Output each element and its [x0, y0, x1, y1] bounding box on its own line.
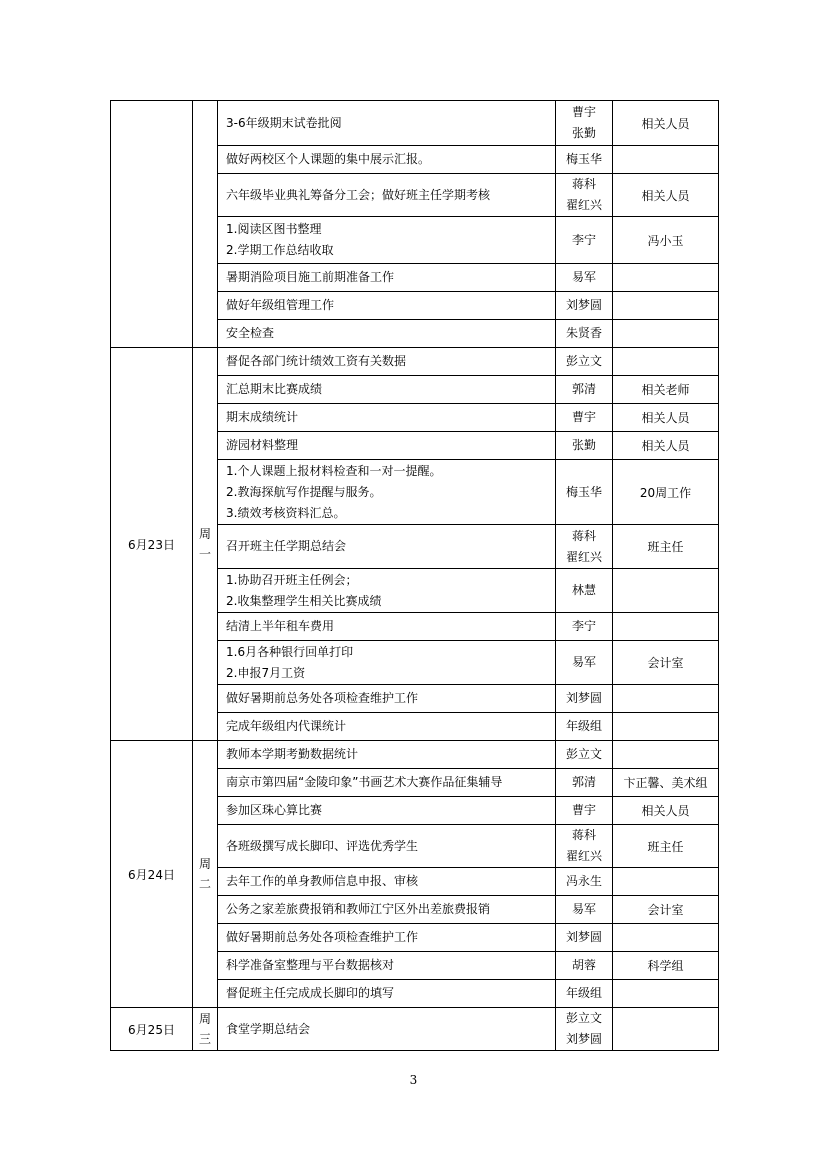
- cooperator-cell: 相关人员: [613, 797, 719, 825]
- person-name: 蒋科: [571, 828, 596, 842]
- person-name: 翟红兴: [565, 849, 602, 863]
- cooperator-cell: [613, 264, 719, 292]
- person-cell: [556, 217, 613, 264]
- task-cell: [218, 868, 556, 896]
- task-line: 安全检查: [226, 326, 275, 340]
- table-row: [111, 741, 719, 769]
- person-name: 年级组: [565, 986, 602, 1000]
- person-name: 李宁: [571, 619, 596, 633]
- task-cell: [218, 460, 556, 525]
- weekday-char: 周: [198, 1012, 211, 1026]
- task-cell: [218, 264, 556, 292]
- person-cell: [556, 432, 613, 460]
- task-line: 科学准备室整理与平台数据核对: [226, 958, 395, 972]
- cooperator-cell: [613, 980, 719, 1008]
- weekday-char: 三: [198, 1032, 211, 1046]
- person-name: 刘梦圆: [565, 298, 602, 312]
- task-cell: [218, 1008, 556, 1051]
- person-name: 李宁: [571, 232, 596, 247]
- person-name: 易军: [571, 655, 596, 669]
- task-cell: [218, 713, 556, 741]
- cooperator-cell: 相关人员: [613, 101, 719, 146]
- person-cell: [556, 641, 613, 685]
- task-line: 1.6月各种银行回单打印: [226, 644, 354, 659]
- task-cell: [218, 569, 556, 613]
- cooperator-cell: 卞正馨、美术组: [613, 769, 719, 797]
- person-cell: [556, 1008, 613, 1051]
- task-line: 3.绩效考核资料汇总。: [226, 505, 346, 520]
- task-line: 3-6年级期末试卷批阅: [226, 115, 342, 130]
- cooperator-cell: [613, 569, 719, 613]
- task-cell: [218, 404, 556, 432]
- cooperator-cell: [613, 320, 719, 348]
- task-cell: [218, 685, 556, 713]
- page-number: 3: [409, 1073, 418, 1087]
- task-cell: [218, 174, 556, 217]
- task-line: 结清上半年租车费用: [226, 619, 335, 633]
- cooperator-cell: 科学组: [613, 952, 719, 980]
- person-cell: [556, 613, 613, 641]
- task-line: 食堂学期总结会: [226, 1021, 311, 1036]
- date-cell: 6月24日: [111, 741, 193, 1008]
- task-line: 去年工作的单身教师信息申报、审核: [226, 874, 419, 888]
- person-name: 郭清: [571, 382, 596, 396]
- person-cell: [556, 525, 613, 569]
- person-cell: [556, 952, 613, 980]
- task-cell: [218, 432, 556, 460]
- date-cell: [111, 101, 193, 348]
- person-name: 曹宇: [571, 410, 596, 424]
- task-line: 完成年级组内代课统计: [226, 719, 347, 733]
- person-cell: [556, 376, 613, 404]
- task-line: 游园材料整理: [226, 438, 299, 452]
- person-cell: [556, 292, 613, 320]
- cooperator-cell: [613, 146, 719, 174]
- task-line: 教师本学期考勤数据统计: [226, 747, 359, 761]
- person-cell: [556, 797, 613, 825]
- person-name: 刘梦圆: [565, 1032, 602, 1046]
- task-line: 督促班主任完成成长脚印的填写: [226, 986, 395, 1000]
- task-line: 参加区珠心算比赛: [226, 803, 323, 817]
- person-cell: [556, 404, 613, 432]
- person-name: 曹宇: [571, 105, 596, 119]
- person-name: 彭立文: [565, 1011, 602, 1025]
- cooperator-cell: 相关人员: [613, 432, 719, 460]
- person-name: 彭立文: [565, 747, 602, 761]
- task-cell: [218, 348, 556, 376]
- task-line: 1.阅读区图书整理: [226, 222, 322, 236]
- task-cell: [218, 952, 556, 980]
- task-line: 公务之家差旅费报销和教师江宁区外出差旅费报销: [226, 902, 491, 916]
- person-cell: [556, 264, 613, 292]
- person-name: 朱贤香: [565, 326, 602, 340]
- task-line: 各班级撰写成长脚印、评选优秀学生: [226, 838, 419, 853]
- person-cell: [556, 569, 613, 613]
- person-name: 林慧: [571, 583, 596, 597]
- task-cell: [218, 525, 556, 569]
- weekday-cell: [193, 1008, 218, 1051]
- person-name: 曹宇: [571, 803, 596, 817]
- task-line: 做好暑期前总务处各项检查维护工作: [226, 691, 419, 705]
- person-name: 易军: [571, 270, 596, 284]
- task-cell: [218, 641, 556, 685]
- cooperator-cell: 班主任: [613, 825, 719, 868]
- person-name: 张勤: [571, 126, 596, 140]
- person-name: 刘梦圆: [565, 930, 602, 944]
- person-cell: [556, 980, 613, 1008]
- person-name: 易军: [571, 902, 596, 916]
- task-line: 1.协助召开班主任例会；: [226, 572, 358, 587]
- cooperator-cell: 班主任: [613, 525, 719, 569]
- task-line: 期末成绩统计: [226, 410, 299, 424]
- table-row: [111, 1008, 719, 1051]
- cooperator-cell: 20周工作: [613, 460, 719, 525]
- person-name: 翟红兴: [565, 549, 602, 564]
- task-line: 督促各部门统计绩效工资有关数据: [226, 354, 407, 368]
- person-cell: [556, 348, 613, 376]
- task-line: 召开班主任学期总结会: [226, 539, 347, 553]
- person-cell: [556, 174, 613, 217]
- schedule-body: [111, 101, 719, 1051]
- task-line: 做好年级组管理工作: [226, 298, 335, 312]
- weekday-char: 二: [198, 877, 211, 891]
- task-cell: [218, 146, 556, 174]
- person-cell: [556, 868, 613, 896]
- weekday-char: 周: [198, 527, 211, 541]
- task-line: 六年级毕业典礼筹备分工会；做好班主任学期考核: [226, 187, 491, 202]
- table-row: [111, 348, 719, 376]
- date-cell: 6月23日: [111, 348, 193, 741]
- task-cell: [218, 292, 556, 320]
- task-line: 做好两校区个人课题的集中展示汇报。: [226, 152, 431, 166]
- person-name: 梅玉华: [565, 484, 602, 499]
- cooperator-cell: 会计室: [613, 896, 719, 924]
- cooperator-cell: [613, 1008, 719, 1051]
- cooperator-cell: 会计室: [613, 641, 719, 685]
- date-cell: 6月25日: [111, 1008, 193, 1051]
- weekday-cell: [193, 101, 218, 348]
- person-name: 彭立文: [565, 354, 602, 368]
- cooperator-cell: [613, 741, 719, 769]
- cooperator-cell: [613, 685, 719, 713]
- person-cell: [556, 825, 613, 868]
- schedule-table: [110, 100, 719, 1051]
- person-name: 年级组: [565, 719, 602, 733]
- person-name: 张勤: [571, 438, 596, 452]
- task-line: 2.申报7月工资: [226, 665, 306, 680]
- task-cell: [218, 101, 556, 146]
- task-line: 2.教海探航写作提醒与服务。: [226, 484, 382, 499]
- task-cell: [218, 217, 556, 264]
- person-cell: [556, 101, 613, 146]
- cooperator-cell: [613, 292, 719, 320]
- task-cell: [218, 613, 556, 641]
- task-cell: [218, 924, 556, 952]
- cooperator-cell: 相关老师: [613, 376, 719, 404]
- person-cell: [556, 741, 613, 769]
- weekday-char: 一: [198, 547, 211, 561]
- person-cell: [556, 896, 613, 924]
- task-cell: [218, 741, 556, 769]
- cooperator-cell: [613, 924, 719, 952]
- task-cell: [218, 320, 556, 348]
- person-name: 胡蓉: [571, 958, 596, 972]
- task-line: 2.收集整理学生相关比赛成绩: [226, 593, 382, 608]
- task-cell: [218, 797, 556, 825]
- table-row: [111, 101, 719, 146]
- weekday-cell: [193, 348, 218, 741]
- cooperator-cell: [613, 713, 719, 741]
- person-cell: [556, 146, 613, 174]
- person-name: 刘梦圆: [565, 691, 602, 705]
- weekday-cell: [193, 741, 218, 1008]
- person-name: 蒋科: [571, 528, 596, 543]
- task-cell: [218, 825, 556, 868]
- person-name: 郭清: [571, 775, 596, 789]
- task-line: 南京市第四届“金陵印象”书画艺术大赛作品征集辅导: [226, 775, 503, 789]
- person-cell: [556, 320, 613, 348]
- person-cell: [556, 769, 613, 797]
- person-cell: [556, 460, 613, 525]
- person-name: 梅玉华: [565, 152, 602, 166]
- task-line: 做好暑期前总务处各项检查维护工作: [226, 930, 419, 944]
- person-name: 蒋科: [571, 177, 596, 191]
- person-cell: [556, 685, 613, 713]
- person-name: 翟红兴: [565, 198, 602, 212]
- cooperator-cell: 冯小玉: [613, 217, 719, 264]
- task-line: 暑期消险项目施工前期准备工作: [226, 270, 395, 284]
- cooperator-cell: 相关人员: [613, 174, 719, 217]
- task-line: 汇总期末比赛成绩: [226, 382, 323, 396]
- weekday-char: 周: [198, 857, 211, 871]
- cooperator-cell: [613, 868, 719, 896]
- task-cell: [218, 896, 556, 924]
- task-cell: [218, 376, 556, 404]
- person-cell: [556, 713, 613, 741]
- person-name: 冯永生: [565, 874, 602, 888]
- task-cell: [218, 980, 556, 1008]
- task-line: 2.学期工作总结收取: [226, 243, 334, 257]
- cooperator-cell: 相关人员: [613, 404, 719, 432]
- task-cell: [218, 769, 556, 797]
- cooperator-cell: [613, 613, 719, 641]
- task-line: 1.个人课题上报材料检查和一对一提醒。: [226, 463, 442, 478]
- person-cell: [556, 924, 613, 952]
- cooperator-cell: [613, 348, 719, 376]
